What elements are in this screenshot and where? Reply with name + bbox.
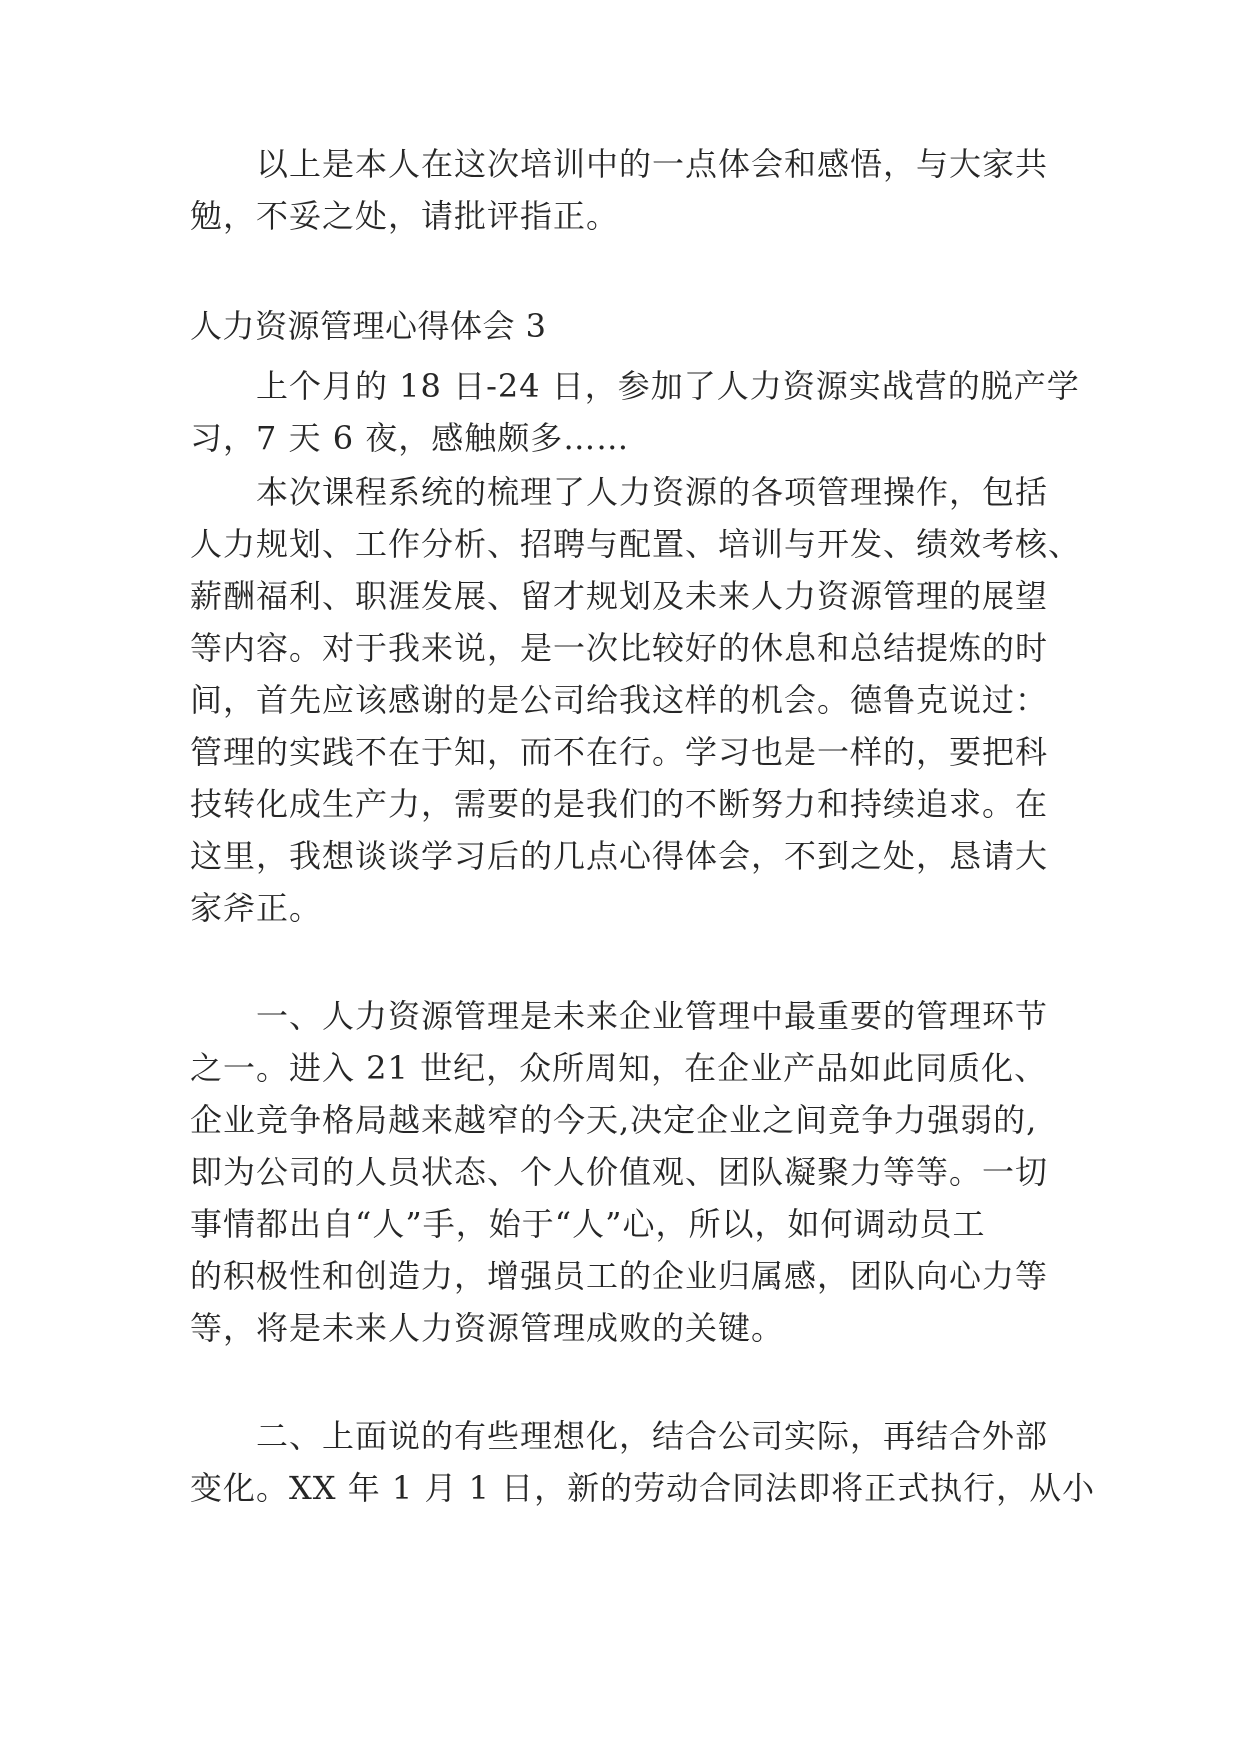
- paragraph-line: 以上是本人在这次培训中的一点体会和感悟，与大家共: [256, 145, 1049, 183]
- section-title: [190, 300, 1070, 352]
- paragraph-line: 习，7 天 6 夜，感触颇多……: [190, 419, 630, 457]
- paragraph-line: 间，首先应该感谢的是公司给我这样的机会。德鲁克说过：: [190, 681, 1049, 719]
- paragraph-line: 一、人力资源管理是未来企业管理中最重要的管理环节: [256, 997, 1049, 1035]
- paragraph-line: 企业竞争格局越来越窄的今天,决定企业之间竞争力强弱的,: [190, 1101, 1038, 1139]
- section-title-text: 人力资源管理心得体会 3: [190, 307, 547, 345]
- paragraph-line: 等内容。对于我来说，是一次比较好的休息和总结提炼的时: [190, 629, 1049, 667]
- paragraph-line: 勉，不妥之处，请批评指正。: [190, 197, 620, 235]
- paragraph-line: 变化。XX 年 1 月 1 日，新的劳动合同法即将正式执行，从小: [190, 1469, 1096, 1507]
- paragraph-line: 家斧正。: [190, 889, 323, 927]
- paragraph-line: 这里，我想谈谈学习后的几点心得体会，不到之处，恳请大: [190, 837, 1049, 875]
- paragraph-line: 上个月的 18 日-24 日，参加了人力资源实战营的脱产学: [256, 367, 1080, 405]
- paragraph-line: 技转化成生产力，需要的是我们的不断努力和持续追求。在: [190, 785, 1049, 823]
- paragraph-line: 二、上面说的有些理想化，结合公司实际，再结合外部: [256, 1417, 1049, 1455]
- paragraph-line: 本次课程系统的梳理了人力资源的各项管理操作，包括: [256, 473, 1049, 511]
- paragraph-line: 事情都出自“人”手，始于“人”心，所以，如何调动员工: [190, 1205, 986, 1243]
- paragraph-4: [190, 1410, 1096, 1514]
- paragraph-line: 管理的实践不在于知，而不在行。学习也是一样的，要把科: [190, 733, 1049, 771]
- paragraph-line: 等，将是未来人力资源管理成败的关键。: [190, 1309, 785, 1347]
- intro-paragraph: [190, 138, 1070, 242]
- paragraph-line: 之一。进入 21 世纪，众所周知，在企业产品如此同质化、: [190, 1049, 1048, 1087]
- paragraph-line: 人力规划、工作分析、招聘与配置、培训与开发、绩效考核、: [190, 525, 1082, 563]
- paragraph-line: 的积极性和创造力，增强员工的企业归属感，团队向心力等: [190, 1257, 1049, 1295]
- paragraph-line: 即为公司的人员状态、个人价值观、团队凝聚力等等。一切: [190, 1153, 1049, 1191]
- paragraph-3: [190, 990, 1070, 1354]
- paragraph-line: 薪酬福利、职涯发展、留才规划及未来人力资源管理的展望: [190, 577, 1049, 615]
- paragraph-1: [190, 360, 1080, 464]
- paragraph-2: [190, 466, 1082, 934]
